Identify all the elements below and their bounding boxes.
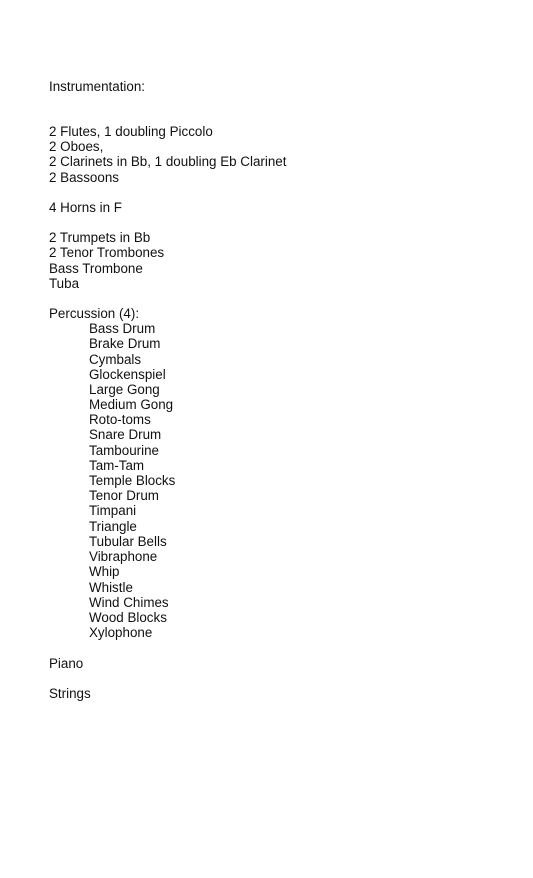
percussion-item: Timpani [89,503,137,518]
piano-line: Piano [49,656,84,671]
percussion-label: Percussion (4): [49,306,140,321]
percussion-item: Vibraphone [89,549,158,564]
percussion-item: Cymbals [89,352,142,367]
percussion-item: Tenor Drum [89,488,159,503]
brass-line: Bass Trombone [49,261,143,276]
horns-line: 4 Horns in F [49,200,122,215]
percussion-item: Wind Chimes [89,595,169,610]
percussion-item: Roto-toms [89,412,151,427]
percussion-item: Temple Blocks [89,473,176,488]
instrumentation-heading: Instrumentation: [49,79,146,94]
brass-line: 2 Tenor Trombones [49,245,165,260]
percussion-item: Wood Blocks [89,610,167,625]
percussion-item: Triangle [89,519,137,534]
percussion-item: Snare Drum [89,427,162,442]
percussion-item: Bass Drum [89,321,156,336]
woodwind-line: 2 Oboes, [49,139,104,154]
percussion-item: Whistle [89,580,133,595]
percussion-item: Large Gong [89,382,160,397]
percussion-item: Whip [89,564,120,579]
percussion-item: Tam-Tam [89,458,145,473]
brass-line: Tuba [49,276,80,291]
percussion-item: Tubular Bells [89,534,167,549]
woodwind-line: 2 Flutes, 1 doubling Piccolo [49,124,213,139]
percussion-item: Xylophone [89,625,153,640]
percussion-item: Brake Drum [89,336,161,351]
percussion-item: Medium Gong [89,397,174,412]
percussion-item: Tambourine [89,443,159,458]
strings-line: Strings [49,686,91,701]
woodwind-line: 2 Clarinets in Bb, 1 doubling Eb Clarinet [49,154,287,169]
percussion-item: Glockenspiel [89,367,166,382]
woodwind-line: 2 Bassoons [49,170,119,185]
brass-line: 2 Trumpets in Bb [49,230,151,245]
